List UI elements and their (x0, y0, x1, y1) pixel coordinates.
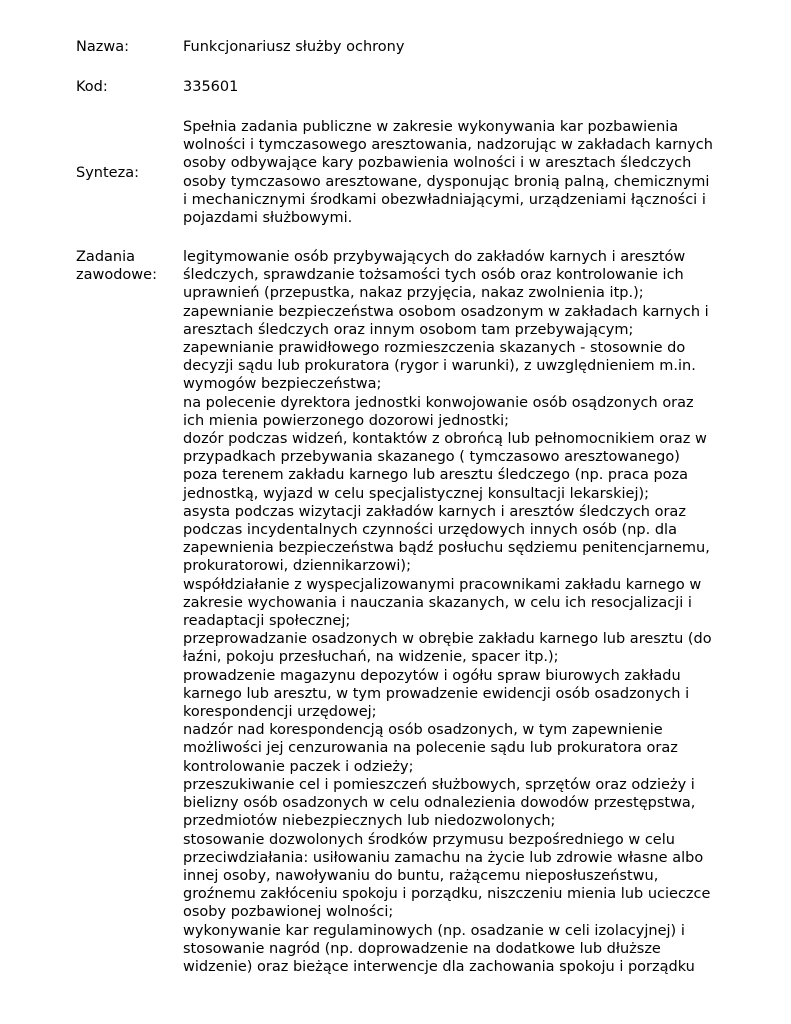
tasks-line: aresztach śledczych oraz innym osobom tam przebywającym; (183, 321, 634, 338)
synthesis-line: wolności i tymczasowego aresztowania, nadzorując w zakładach karnych (183, 137, 713, 154)
tasks-line: jednostką, wyjazd w celu specjalistycznej konsultacji lekarskiej); (183, 485, 650, 502)
tasks-line: poza terenem zakładu karnego lub aresztu śledczego (np. praca poza (183, 467, 689, 484)
tasks-line: ich mienia powierzonego dozorowi jednostki; (183, 412, 510, 429)
tasks-line: legitymowanie osób przybywających do zakładów karnych i aresztów (183, 249, 686, 265)
tasks-line: śledczych, sprawdzanie tożsamości tych osób oraz kontrolowanie ich (183, 267, 684, 284)
tasks-line: przeszukiwanie cel i pomieszczeń służbowych, sprzętów oraz odzieży i (183, 776, 695, 793)
tasks-line: współdziałanie z wyspecjalizowanymi pracownikami zakładu karnego w (183, 576, 702, 593)
tasks-line: zapewnienia bezpieczeństwa bądź posłuchu sędziemu penitencjarnemu, (183, 540, 710, 557)
tasks-line: przedmiotów niebezpiecznych lub niedozwolonych; (183, 813, 556, 830)
tasks-line: zapewnianie prawidłowego rozmieszczenia skazanych - stosownie do (183, 340, 686, 357)
tasks-line: zakresie wychowania i nauczania skazanych, w celu ich resocjalizacji i (183, 594, 692, 611)
name-value: Funkcjonariusz służby ochrony (183, 39, 405, 55)
tasks-line: karnego lub aresztu, w tym prowadzenie ewidencji osób osadzonych i (183, 685, 690, 702)
tasks-line: asysta podczas wizytacji zakładów karnych i aresztów śledczych oraz (183, 503, 686, 520)
synthesis-line: i mechanicznymi środkami obezwładniającymi, urządzeniami łączności i (183, 191, 706, 208)
tasks-line: stosowanie dozwolonych środków przymusu bezpośredniego w celu (183, 831, 675, 848)
tasks-line: na polecenie dyrektora jednostki konwojowanie osób osądzonych oraz (183, 394, 694, 411)
tasks-line: kontrolowanie paczek i odzieży; (183, 758, 414, 775)
tasks-line: prowadzenie magazynu depozytów i ogółu spraw biurowych zakładu (183, 667, 681, 684)
tasks-line: podczas incydentalnych czynności urzędowych innych osób (np. dla (183, 522, 677, 539)
tasks-label-line: zawodowe: (76, 267, 157, 284)
tasks-line: widzenie) oraz bieżące interwencje dla zachowania spokoju i porządku (183, 958, 695, 975)
tasks-label (76, 248, 176, 284)
synthesis-label: Synteza: (76, 165, 139, 181)
code-value: 335601 (183, 79, 239, 95)
tasks-line: wymogów bezpieczeństwa; (183, 376, 382, 393)
tasks-line: uprawnień (przepustka, nakaz przyjęcia, nakaz zwolnienia itp.); (183, 285, 644, 302)
tasks-line: przeciwdziałania: usiłowaniu zamachu na życie lub zdrowie własne albo (183, 849, 704, 866)
tasks-line: korespondencji urzędowej; (183, 704, 377, 721)
tasks-line: przeprowadzanie osadzonych w obrębie zakładu karnego lub aresztu (do (183, 631, 712, 648)
code-label: Kod: (76, 79, 108, 95)
tasks-line: bielizny osób osadzonych w celu odnalezienia dowodów przestępstwa, (183, 795, 696, 812)
tasks-line: decyzji sądu lub prokuratora (rygor i warunki), z uwzględnieniem m.in. (183, 358, 696, 375)
tasks-line: prokuratorowi, dziennikarzowi); (183, 558, 411, 575)
synthesis-line: Spełnia zadania publiczne w zakresie wykonywania kar pozbawienia (183, 119, 679, 135)
tasks-line: zapewnianie bezpieczeństwa osobom osadzonym w zakładach karnych i (183, 303, 709, 320)
tasks-line: osoby pozbawionej wolności; (183, 904, 394, 921)
tasks-line: przypadkach przebywania skazanego ( tymczasowo aresztowanego) (183, 449, 680, 466)
synthesis-line: osoby tymczasowo aresztowane, dysponując bronią palną, chemicznymi (183, 173, 710, 190)
synthesis-line: osoby odbywające kary pozbawienia wolności i w aresztach śledczych (183, 155, 692, 172)
tasks-line: wykonywanie kar regulaminowych (np. osadzanie w celi izolacyjnej) i (183, 922, 685, 939)
tasks-line: stosowanie nagród (np. doprowadzenie na dodatkowe lub dłuższe (183, 940, 661, 957)
tasks-text (183, 248, 763, 976)
tasks-line: groźnemu zakłóceniu spokoju i porządku, niszczeniu mienia lub ucieczce (183, 886, 711, 903)
tasks-line: łaźni, pokoju przesłuchań, na widzenie, spacer itp.); (183, 649, 559, 666)
synthesis-line: pojazdami służbowymi. (183, 210, 353, 227)
tasks-line: możliwości jej cenzurowania na polecenie sądu lub prokuratora oraz (183, 740, 678, 757)
synthesis-text (183, 118, 763, 227)
tasks-line: readaptacji społecznej; (183, 613, 351, 630)
tasks-line: innej osoby, nawoływaniu do buntu, rażącemu nieposłuszeństwu, (183, 867, 659, 884)
tasks-line: dozór podczas widzeń, kontaktów z obrońcą lub pełnomocnikiem oraz w (183, 431, 707, 448)
tasks-label-line: Zadania (76, 249, 136, 265)
name-label: Nazwa: (76, 39, 129, 55)
tasks-line: nadzór nad korespondencją osób osadzonych, w tym zapewnienie (183, 722, 663, 739)
